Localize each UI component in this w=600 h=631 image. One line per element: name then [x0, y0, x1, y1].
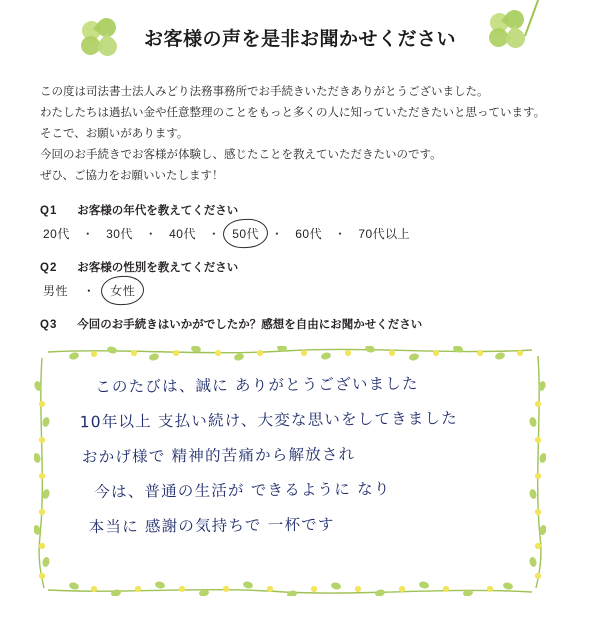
question-heading [40, 259, 560, 275]
option-separator: ・ [207, 227, 221, 241]
question-number: Q1 [40, 205, 58, 217]
question-block-3 [40, 316, 560, 332]
option-age-40[interactable]: 40代 [169, 227, 196, 241]
question-block-1 [40, 202, 560, 243]
option-separator: ・ [81, 227, 95, 241]
intro-line: この度は司法書士法人みどり法務事務所でお手続きいただきありがとうございました。 [40, 86, 489, 98]
intro-line: わたしたちは過払い金や任意整理のことをもっと多くの人に知っていただきたいと思っています。 [40, 107, 546, 119]
option-gender-female-selected[interactable]: 女性 [107, 281, 138, 300]
handwritten-comment [79, 366, 513, 546]
question-block-2 [40, 259, 560, 300]
handwritten-answer-box [34, 346, 546, 596]
document-header [40, 0, 560, 78]
option-age-50-selected[interactable]: 50代 [229, 224, 262, 243]
handwritten-line: おかげ様で 精神的苦痛から解放され [81, 445, 356, 467]
question-text: お客様の年代を教えてください [77, 205, 239, 217]
option-separator: ・ [333, 227, 347, 241]
option-separator: ・ [82, 284, 96, 298]
handwritten-line: 10年以上 支払い続け、大変な思いをしてきました [79, 409, 459, 432]
clover-icon [488, 10, 534, 56]
handwritten-line: 今は、普通の生活が できるように なり [94, 480, 391, 502]
question-heading [40, 316, 560, 332]
option-age-70-plus[interactable]: 70代以上 [358, 227, 411, 241]
option-age-60[interactable]: 60代 [295, 227, 323, 241]
question-number: Q3 [40, 319, 58, 331]
intro-paragraph [40, 82, 560, 186]
question-number: Q2 [40, 262, 58, 274]
option-separator: ・ [270, 227, 284, 241]
page-title: お客様の声を是非お聞かせください [143, 29, 456, 50]
intro-line: そこで、お願いがあります。 [40, 128, 189, 140]
clover-icon [80, 18, 126, 64]
clover-stem [524, 0, 540, 36]
answer-options-gender [40, 281, 560, 300]
option-age-30[interactable]: 30代 [106, 227, 133, 241]
option-age-20[interactable]: 20代 [43, 227, 70, 241]
option-separator: ・ [144, 227, 158, 241]
option-gender-male[interactable]: 男性 [43, 284, 69, 298]
intro-line: ぜひ、ご協力をお願いいたします！ [40, 170, 224, 182]
handwritten-line: 本当に 感謝の気持ちで 一杯です [88, 515, 335, 537]
handwritten-line: このたびは、誠に ありがとうございました [95, 374, 419, 397]
question-heading [40, 202, 560, 218]
question-text: 今回のお手続きはいかがでしたか？感想を自由にお聞かせください [77, 319, 423, 331]
intro-line: 今回のお手続きでお客様が体験し、感じたことを教えていただきたいのです。 [40, 149, 442, 161]
answer-options-age [40, 224, 560, 243]
question-text: お客様の性別を教えてください [77, 262, 239, 274]
